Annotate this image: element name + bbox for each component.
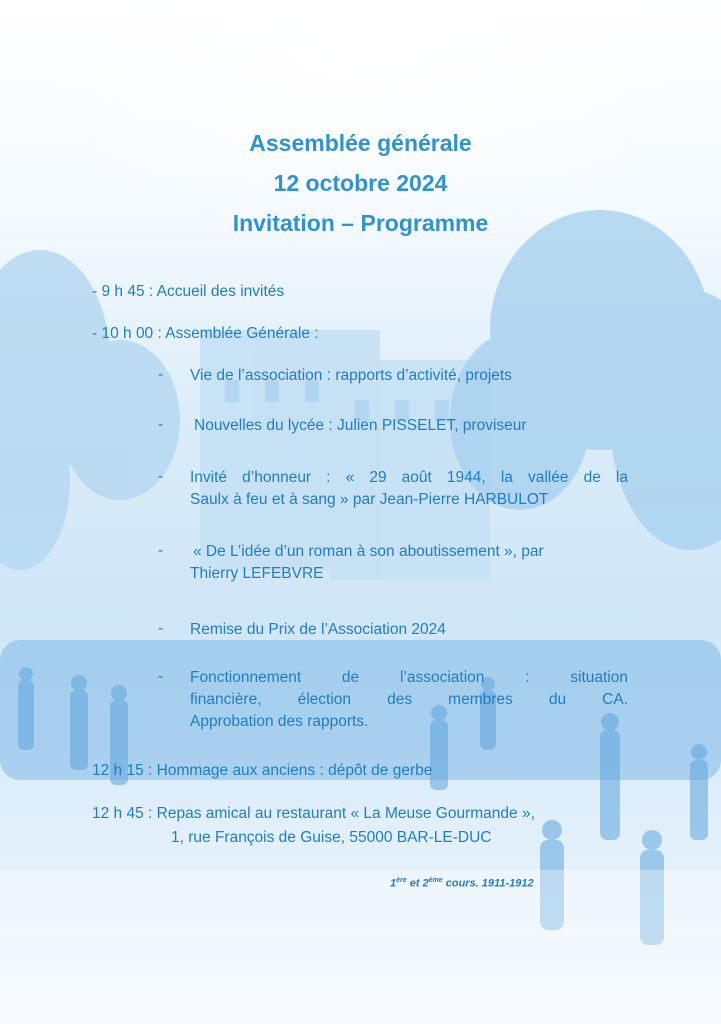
title-line-3: Invitation – Programme: [232, 210, 489, 236]
sub-item-school-news: [194, 415, 632, 437]
sub-item-association-life: [190, 365, 628, 387]
program-item-assembly: - 10 h 00 : Assemblée Générale :: [92, 325, 319, 342]
sub-bullet-dash: -: [158, 542, 164, 559]
sub-bullet-dash: -: [158, 468, 164, 485]
sub-item-text-line-2: financière, élection des membres du CA.: [190, 691, 628, 708]
program-item-welcome: - 9 h 45 : Accueil des invités: [92, 283, 285, 300]
sub-item-text: Remise du Prix de l’Association 2024: [190, 621, 446, 638]
photo-caption: [390, 877, 534, 890]
caption-superscript-1: ère: [396, 877, 407, 884]
sub-bullet-dash: -: [158, 620, 164, 637]
sub-item-text: Nouvelles du lycée : Julien PISSELET, proviseur: [194, 417, 527, 434]
sub-item-text-line-2: Thierry LEFEBVRE: [190, 565, 324, 582]
caption-number-1: 1: [390, 877, 397, 890]
sub-item-functioning: [190, 667, 628, 733]
sub-item-text-line-2: Saulx à feu et à sang » par Jean-Pierre HARBULOT: [190, 491, 549, 508]
sub-item-text-line-1: Invité d’honneur : « 29 août 1944, la vallée de la: [190, 469, 628, 486]
sub-item-novel-talk: [190, 541, 628, 585]
sub-bullet-dash: -: [158, 366, 164, 383]
sub-item-text-line-3: Approbation des rapports.: [190, 713, 369, 730]
sub-item-text: Vie de l’association : rapports d’activité, projets: [190, 367, 512, 384]
caption-superscript-2: ème: [428, 877, 443, 884]
title-date: 12 octobre 2024: [273, 170, 448, 196]
caption-middle: et 2: [406, 877, 429, 890]
program-item-lunch-address: 1, rue François de Guise, 55000 BAR-LE-DUC: [171, 829, 492, 846]
sub-bullet-dash: -: [158, 416, 164, 433]
program-item-tribute: 12 h 15 : Hommage aux anciens : dépôt de gerbe: [92, 762, 433, 779]
sub-item-guest-of-honour: [190, 467, 628, 511]
sub-item-text-line-1: « De L’idée d’un roman à son aboutissement », par: [193, 543, 544, 560]
title-line-1: Assemblée générale: [249, 130, 472, 156]
sub-bullet-dash: -: [158, 668, 164, 685]
sub-item-prize: [190, 619, 628, 641]
program-item-lunch: 12 h 45 : Repas amical au restaurant « La Meuse Gourmande »,: [92, 805, 535, 822]
caption-rest: cours. 1911-1912: [442, 877, 534, 890]
sub-item-text-line-1: Fonctionnement de l’association : situation: [190, 669, 628, 686]
